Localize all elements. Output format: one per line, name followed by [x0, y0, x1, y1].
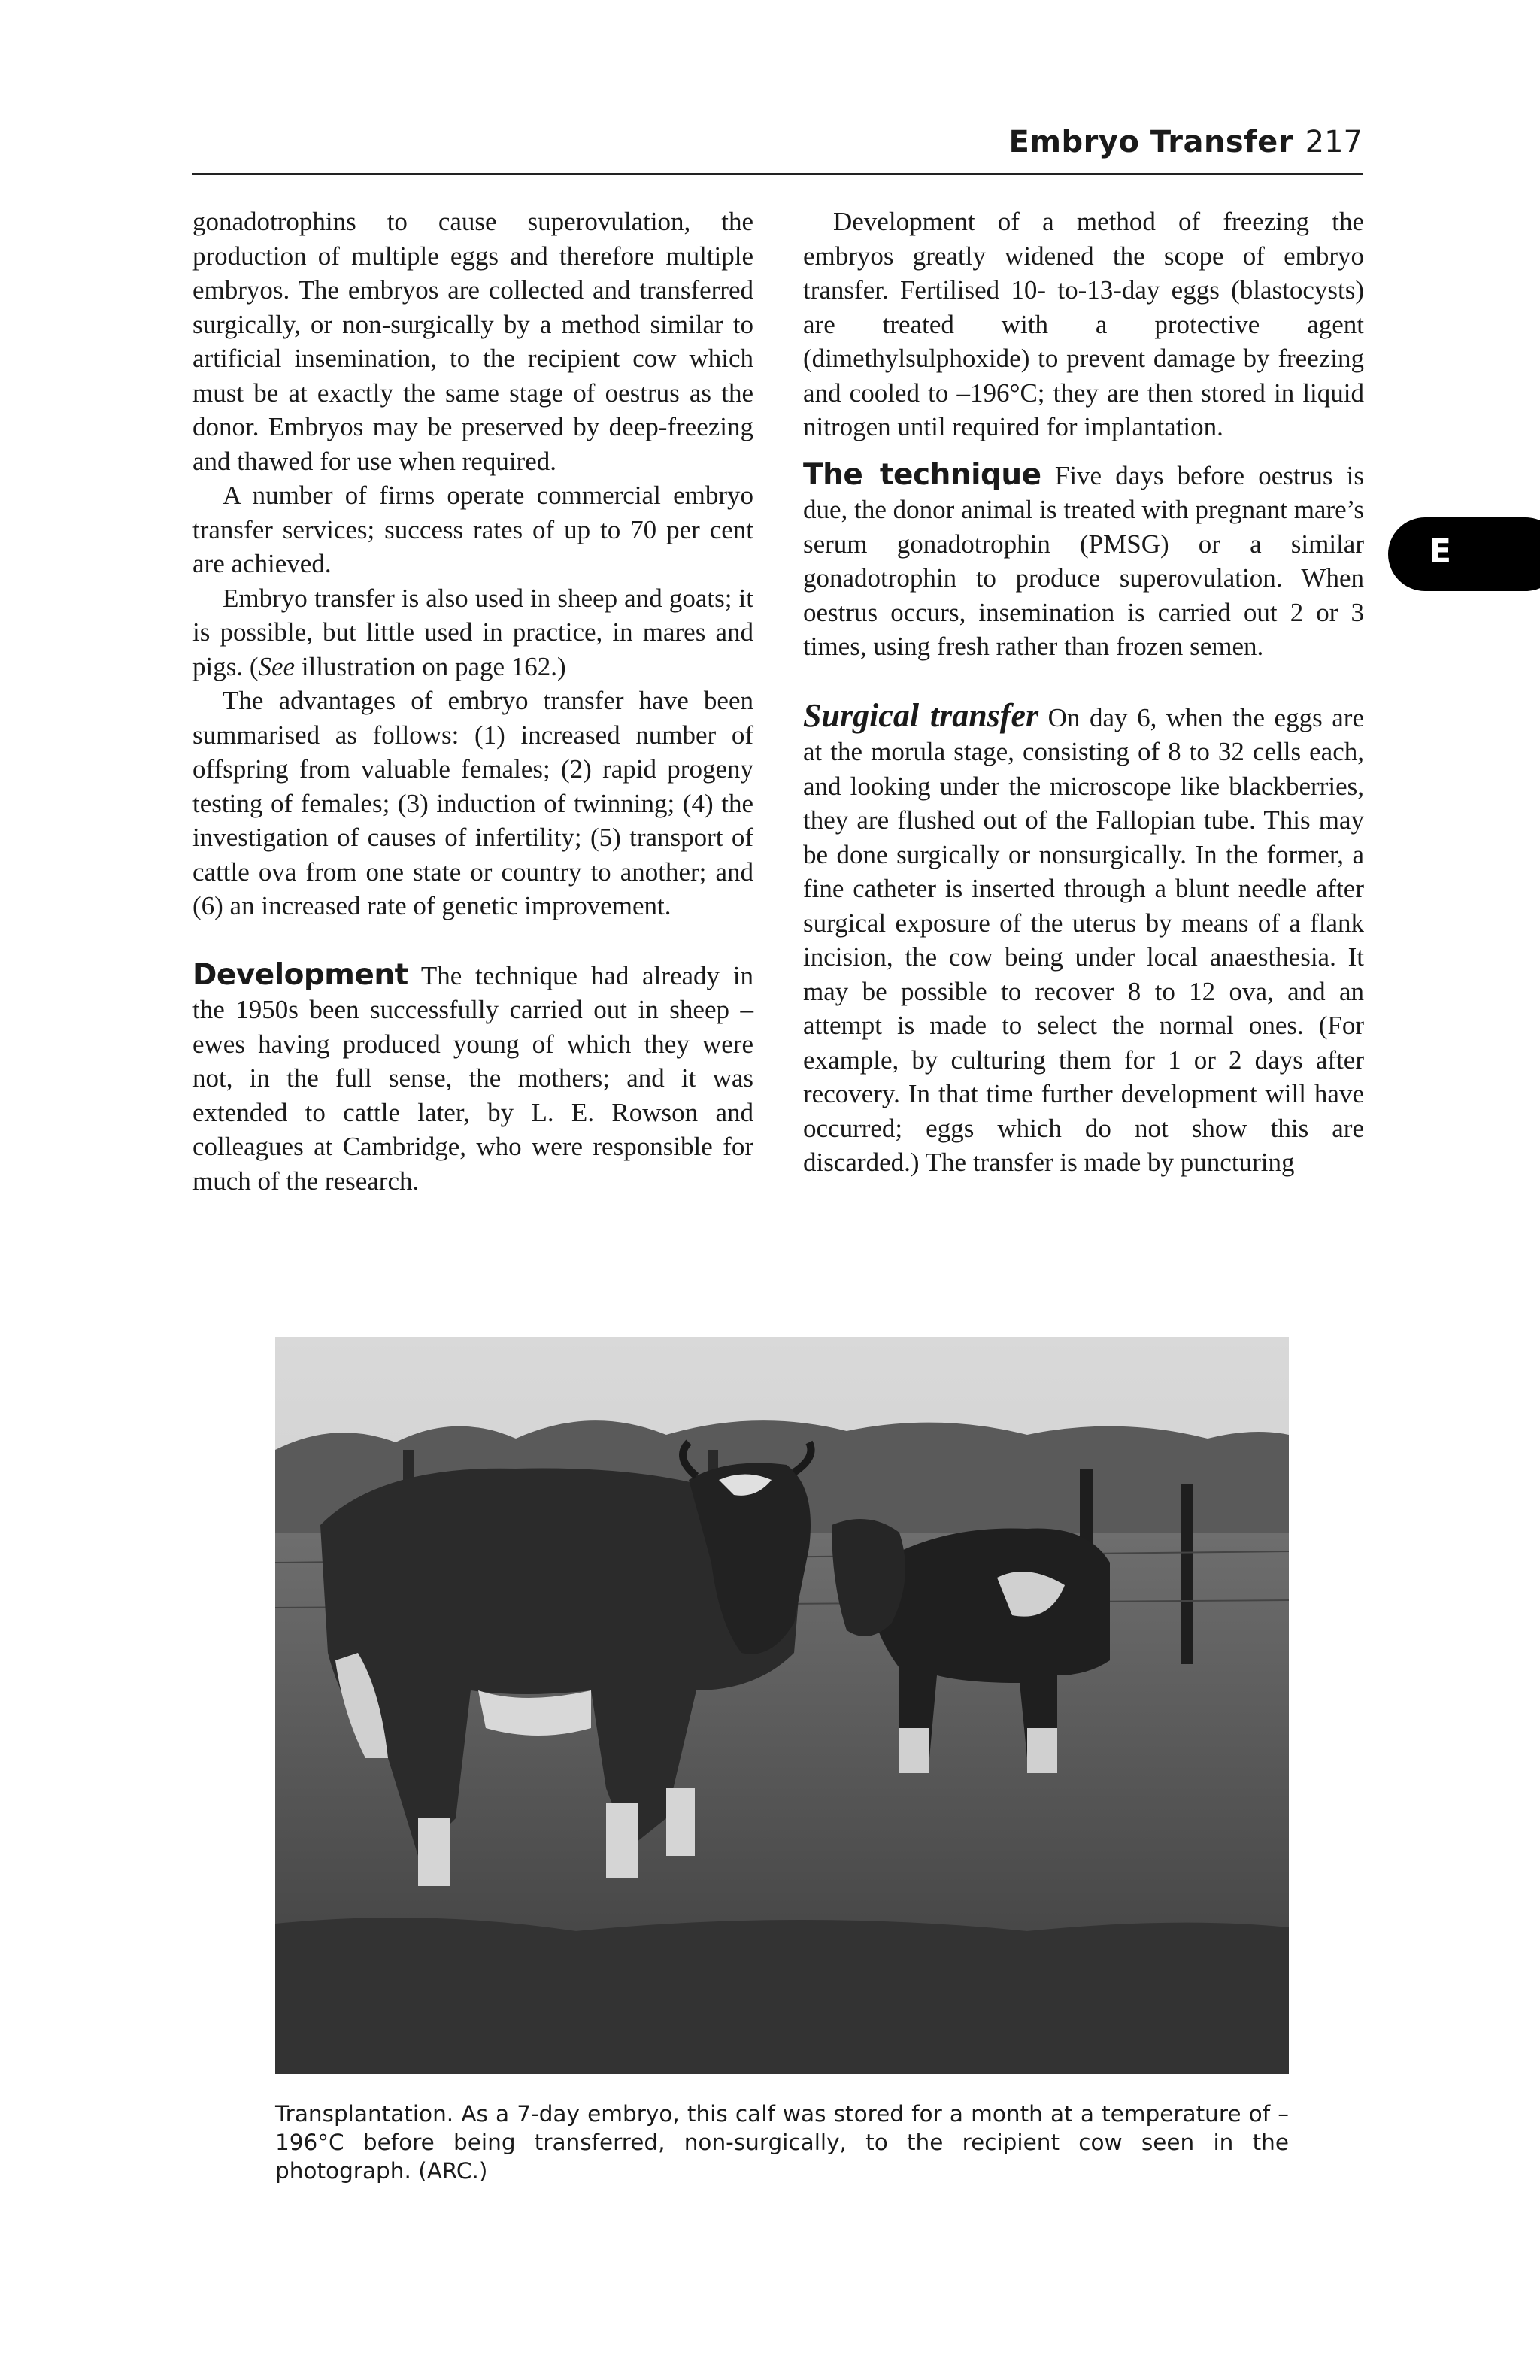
calf-hoof-patch	[899, 1728, 929, 1773]
see-reference: See	[258, 651, 296, 681]
right-paragraph-1: Development of a method of freezing the embryos greatly widened the scope of embryo transfer. Fertilised 10- to-13-day eggs (blastocysts) are treated with a protective agent (dimethylsulphoxide) to prevent damage by freezing and cooled to –196°C; they are then stored in liquid nitrogen until required for implantation.	[803, 207, 1364, 441]
figure-caption: Transplantation. As a 7-day embryo, this calf was stored for a month at a temperature of –196°C before being transferred, non-surgically, to the recipient cow seen in the photograph. (ARC.)	[275, 2101, 1289, 2184]
left-paragraph-4: The advantages of embryo transfer have been summarised as follows: (1) increased number of offspring from valuable females; (2) rapid progeny testing of females; (3) induction of twinning; (4) the investigation of causes of infertility; (5) transport of cattle ova from one state or country to another; and (6) an increased rate of genetic improvement.	[192, 686, 753, 920]
development-section	[192, 958, 753, 1199]
surgical-transfer-text: On day 6, when the eggs are at the morula stage, consisting of 8 to 32 cells each, and looking under the microscope like blackberries, they are flushed out of the Fallopian tube. This may be done surgically or nonsurgically. In the former, a fine catheter is inserted through a blunt needle after surgical exposure of the uterus by means of a flank incision, the cow being under local anaesthesia. It may be possible to recover 8 to 12 ova, and an attempt is made to select the normal ones. (For example, by culturing them for 1 or 2 days after recovery. In that time further development will have occurred; eggs which do not show this are discarded.) The transfer is made by puncturing	[803, 702, 1364, 1177]
left-paragraph-3-text-b: illustration on page 162.)	[295, 651, 566, 681]
left-paragraph-3	[192, 581, 753, 684]
photograph-illustration	[275, 1337, 1289, 2074]
right-column	[803, 205, 1364, 1180]
fence-post	[1181, 1484, 1193, 1664]
page-number: 217	[1305, 125, 1363, 159]
development-text: The technique had already in the 1950s been successfully carried out in sheep – ewes having produced young of which they were not, in the full sense, the mothers; and it was extended to cattle later, by L. E. Rowson and colleagues at Cambridge, who were responsible for much of the research.	[192, 960, 753, 1196]
foreground-grass	[275, 1918, 1289, 2074]
development-heading: Development	[192, 957, 408, 992]
calf-hoof-patch	[1027, 1728, 1057, 1773]
technique-text: Five days before oestrus is due, the donor animal is treated with pregnant mare’s serum gonadotrophin (PMSG) or a similar gonadotrophin to produce superovulation. When oestrus occurs, insemination is carried out 2 or 3 times, using fresh rather than frozen semen.	[803, 460, 1365, 661]
running-header-title: Embryo Transfer	[1008, 125, 1293, 159]
cow-hoof-patch	[666, 1788, 695, 1856]
left-column	[192, 205, 753, 1198]
cow-hoof-patch	[606, 1803, 638, 1878]
thumb-index-letter: E	[1429, 532, 1452, 571]
technique-heading: The technique	[803, 457, 1041, 492]
left-paragraph-1: gonadotrophins to cause superovulation, the production of multiple eggs and therefore multiple embryos. The embryos are collected and transferred surgically, or non-surgically by a method similar to artificial insemination, to the recipient cow which must be at exactly the same stage of oestrus as the donor. Embryos may be preserved by deep-freezing and thawed for use when required.	[192, 207, 753, 476]
left-paragraph-2: A number of firms operate commercial embryo transfer services; success rates of up to 70 per cent are achieved.	[192, 481, 753, 578]
running-header	[192, 122, 1363, 175]
thumb-index-tab	[1388, 517, 1540, 591]
cow-and-calf-photograph	[275, 1337, 1289, 2074]
surgical-transfer-section	[803, 696, 1364, 1180]
surgical-transfer-heading: Surgical transfer	[803, 696, 1039, 734]
cow-hoof-patch	[418, 1818, 450, 1886]
technique-section	[803, 458, 1364, 664]
left-paragraph-3-text-a: Embryo transfer is also used in sheep and goats; it is possible, but little used in practice, in mares and pigs. (	[192, 583, 753, 681]
